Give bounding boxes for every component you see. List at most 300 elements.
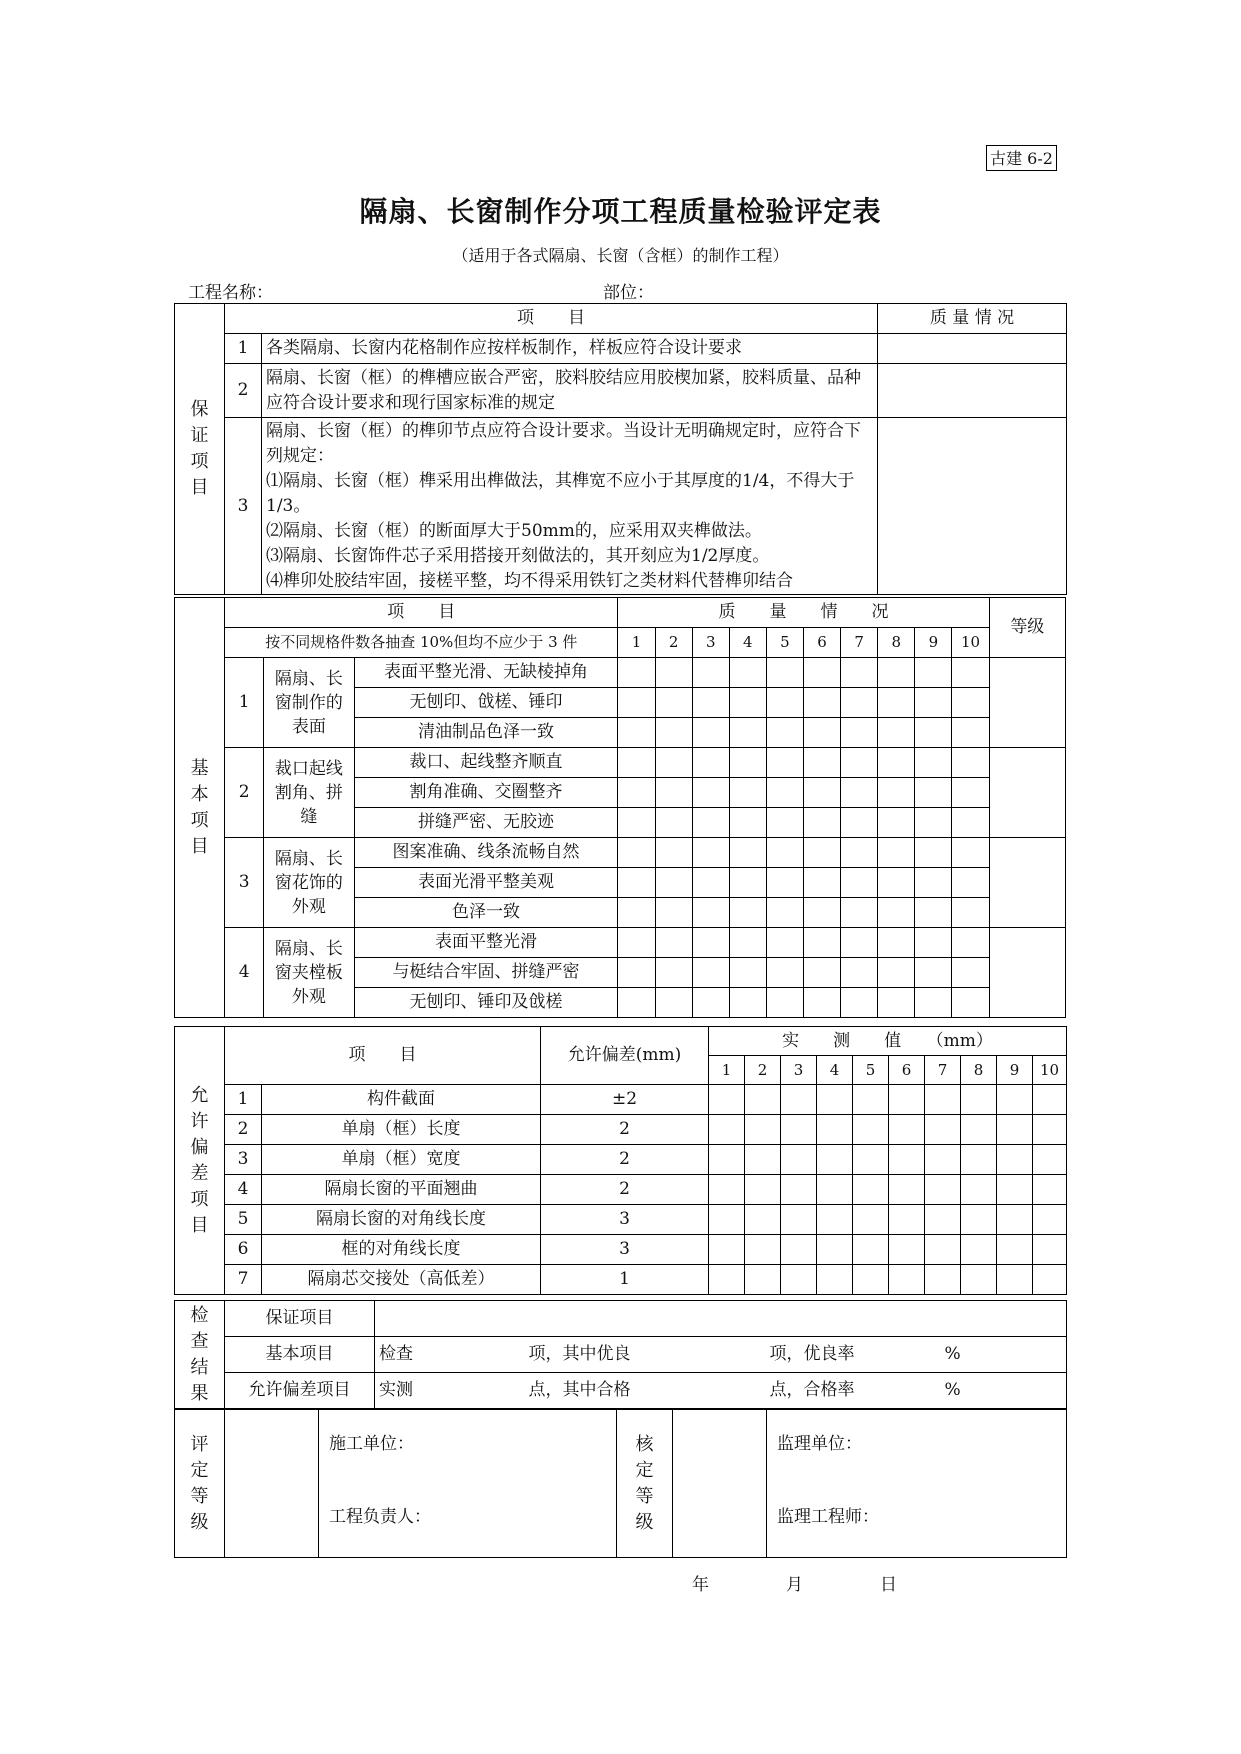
quality-check-cell[interactable] <box>766 928 803 958</box>
tolerance-row-no: 3 <box>225 1145 262 1175</box>
quality-check-cell[interactable] <box>729 778 766 808</box>
sample-number: 2 <box>655 628 692 658</box>
quality-check-cell[interactable] <box>915 958 952 988</box>
measured-value-cell[interactable] <box>745 1145 781 1175</box>
measure-number: 8 <box>961 1056 997 1085</box>
sample-number: 1 <box>618 628 655 658</box>
check-basic-a: 检查 <box>375 1337 525 1373</box>
measured-value-cell[interactable] <box>781 1205 817 1235</box>
check-row-tolerance: 允许偏差项目 <box>225 1373 375 1409</box>
date-day: 日 <box>880 1575 897 1595</box>
quality-check-cell[interactable] <box>878 868 915 898</box>
guarantee-row-text <box>262 418 878 595</box>
date-month: 月 <box>786 1575 803 1595</box>
quality-check-cell[interactable] <box>692 958 729 988</box>
quality-check-cell[interactable] <box>729 868 766 898</box>
quality-check-cell[interactable] <box>618 988 655 1018</box>
quality-check-cell[interactable] <box>952 988 989 1018</box>
quality-check-cell[interactable] <box>618 808 655 838</box>
quality-check-cell[interactable] <box>915 898 952 928</box>
measured-value-cell[interactable] <box>925 1115 961 1145</box>
quality-check-cell[interactable] <box>915 778 952 808</box>
quality-check-cell[interactable] <box>692 688 729 718</box>
supervision-engineer-label: 监理工程师： <box>777 1507 879 1527</box>
quality-check-cell[interactable] <box>729 808 766 838</box>
quality-check-cell[interactable] <box>618 838 655 868</box>
quality-check-cell[interactable] <box>729 688 766 718</box>
basic-section-label: 基本项目 <box>175 598 225 1018</box>
verify-label: 核定等级 <box>617 1410 673 1558</box>
basic-item: 无刨印、锤印及戗槎 <box>354 988 618 1018</box>
quality-check-cell[interactable] <box>618 718 655 748</box>
measured-value-cell[interactable] <box>853 1085 889 1115</box>
guarantee-row-no: 2 <box>225 364 262 418</box>
quality-check-cell[interactable] <box>655 658 692 688</box>
measured-value-cell[interactable] <box>781 1085 817 1115</box>
basic-item: 无刨印、戗槎、锤印 <box>354 688 618 718</box>
measured-value-cell[interactable] <box>709 1235 745 1265</box>
measured-value-cell[interactable] <box>961 1145 997 1175</box>
measured-value-cell[interactable] <box>853 1205 889 1235</box>
measured-value-cell[interactable] <box>853 1265 889 1295</box>
check-basic-d: % <box>925 1337 1067 1373</box>
guarantee-table <box>174 303 1067 595</box>
basic-group-no: 1 <box>225 658 264 748</box>
measured-value-cell[interactable] <box>853 1115 889 1145</box>
measured-value-cell[interactable] <box>745 1205 781 1235</box>
tolerance-header-item: 项 目 <box>225 1027 541 1085</box>
measured-value-cell[interactable] <box>745 1085 781 1115</box>
measured-value-cell[interactable] <box>1033 1115 1067 1145</box>
quality-check-cell[interactable] <box>729 838 766 868</box>
quality-check-cell[interactable] <box>803 928 840 958</box>
sample-number: 3 <box>692 628 729 658</box>
quality-cell[interactable] <box>878 334 1067 364</box>
quality-check-cell[interactable] <box>692 988 729 1018</box>
guarantee-header-item: 项 目 <box>225 304 878 334</box>
measured-value-cell[interactable] <box>961 1175 997 1205</box>
quality-check-cell[interactable] <box>915 748 952 778</box>
measured-value-cell[interactable] <box>709 1145 745 1175</box>
tolerance-row-value: 2 <box>541 1145 709 1175</box>
measured-value-cell[interactable] <box>925 1145 961 1175</box>
quality-check-cell[interactable] <box>766 988 803 1018</box>
quality-check-cell[interactable] <box>952 718 989 748</box>
tolerance-row-value: 2 <box>541 1175 709 1205</box>
guarantee-line: ⑷榫卯处胶结牢固，接槎平整，均不得采用铁钉之类材料代替榫卯结合 <box>266 570 793 591</box>
quality-check-cell[interactable] <box>915 718 952 748</box>
quality-check-cell[interactable] <box>952 868 989 898</box>
quality-check-cell[interactable] <box>655 958 692 988</box>
tolerance-row-no: 6 <box>225 1235 262 1265</box>
quality-check-cell[interactable] <box>729 988 766 1018</box>
quality-check-cell[interactable] <box>618 778 655 808</box>
tolerance-section-label: 允许偏差项目 <box>175 1027 225 1295</box>
measured-value-cell[interactable] <box>817 1085 853 1115</box>
measured-value-cell[interactable] <box>925 1235 961 1265</box>
measured-value-cell[interactable] <box>889 1115 925 1145</box>
measured-value-cell[interactable] <box>1033 1145 1067 1175</box>
measured-value-cell[interactable] <box>997 1175 1033 1205</box>
tolerance-row-value: 3 <box>541 1205 709 1235</box>
basic-group-no: 3 <box>225 838 264 928</box>
tolerance-row-name: 隔扇芯交接处（高低差） <box>262 1265 541 1295</box>
quality-check-cell[interactable] <box>803 868 840 898</box>
basic-header-item: 项 目 <box>225 598 618 628</box>
quality-cell[interactable] <box>878 418 1067 595</box>
measure-number: 3 <box>781 1056 817 1085</box>
guarantee-row-no: 1 <box>225 334 262 364</box>
quality-check-cell[interactable] <box>655 748 692 778</box>
measured-value-cell[interactable] <box>997 1145 1033 1175</box>
measured-value-cell[interactable] <box>925 1175 961 1205</box>
measured-value-cell[interactable] <box>997 1115 1033 1145</box>
guarantee-row-no: 3 <box>225 418 262 595</box>
basic-item: 表面平整光滑、无缺棱掉角 <box>354 658 618 688</box>
measured-value-cell[interactable] <box>817 1235 853 1265</box>
measured-value-cell[interactable] <box>853 1175 889 1205</box>
tolerance-row-no: 5 <box>225 1205 262 1235</box>
quality-check-cell[interactable] <box>952 748 989 778</box>
quality-check-cell[interactable] <box>618 928 655 958</box>
measured-value-cell[interactable] <box>889 1205 925 1235</box>
measure-number: 10 <box>1033 1056 1067 1085</box>
measured-value-cell[interactable] <box>709 1205 745 1235</box>
quality-check-cell[interactable] <box>766 748 803 778</box>
quality-check-cell[interactable] <box>655 838 692 868</box>
basic-sampling-note: 按不同规格件数各抽查 10%但均不应少于 3 件 <box>225 628 618 658</box>
basic-group-no: 2 <box>225 748 264 838</box>
form-subtitle: （适用于各式隔扇、长窗（含框）的制作工程） <box>452 246 789 265</box>
measured-value-cell[interactable] <box>961 1265 997 1295</box>
grade-cell[interactable] <box>989 838 1065 928</box>
quality-check-cell[interactable] <box>952 808 989 838</box>
guarantee-section-label: 保证项目 <box>175 304 225 595</box>
tolerance-row-value: ±2 <box>541 1085 709 1115</box>
rating-grade-cell[interactable] <box>225 1410 319 1558</box>
quality-check-cell[interactable] <box>655 898 692 928</box>
quality-check-cell[interactable] <box>692 778 729 808</box>
quality-check-cell[interactable] <box>618 688 655 718</box>
measured-value-cell[interactable] <box>1033 1175 1067 1205</box>
basic-item: 表面光滑平整美观 <box>354 868 618 898</box>
basic-header-quality: 质 量 情 况 <box>618 598 989 628</box>
quality-check-cell[interactable] <box>878 718 915 748</box>
quality-check-cell[interactable] <box>841 808 878 838</box>
quality-check-cell[interactable] <box>878 658 915 688</box>
quality-check-cell[interactable] <box>766 688 803 718</box>
quality-check-cell[interactable] <box>841 928 878 958</box>
guarantee-header-quality: 质 量 情 况 <box>878 304 1067 334</box>
measure-number: 6 <box>889 1056 925 1085</box>
verify-grade-cell[interactable] <box>673 1410 767 1558</box>
measured-value-cell[interactable] <box>781 1265 817 1295</box>
check-tol-b: 点，其中合格 <box>525 1373 725 1409</box>
measured-value-cell[interactable] <box>925 1205 961 1235</box>
quality-check-cell[interactable] <box>618 958 655 988</box>
guarantee-row-text: 各类隔扇、长窗内花格制作应按样板制作，样板应符合设计要求 <box>262 334 878 364</box>
quality-check-cell[interactable] <box>803 988 840 1018</box>
measure-number: 1 <box>709 1056 745 1085</box>
quality-check-cell[interactable] <box>692 658 729 688</box>
sample-number: 10 <box>952 628 989 658</box>
quality-check-cell[interactable] <box>915 868 952 898</box>
measured-value-cell[interactable] <box>961 1115 997 1145</box>
measured-value-cell[interactable] <box>1033 1235 1067 1265</box>
quality-check-cell[interactable] <box>729 658 766 688</box>
quality-check-cell[interactable] <box>841 868 878 898</box>
quality-check-cell[interactable] <box>655 928 692 958</box>
quality-check-cell[interactable] <box>692 718 729 748</box>
quality-check-cell[interactable] <box>878 988 915 1018</box>
quality-check-cell[interactable] <box>841 718 878 748</box>
quality-check-cell[interactable] <box>618 868 655 898</box>
quality-check-cell[interactable] <box>952 658 989 688</box>
quality-check-cell[interactable] <box>803 718 840 748</box>
quality-check-cell[interactable] <box>766 808 803 838</box>
quality-check-cell[interactable] <box>841 748 878 778</box>
basic-item: 与梃结合牢固、拼缝严密 <box>354 958 618 988</box>
measured-value-cell[interactable] <box>817 1175 853 1205</box>
measured-value-cell[interactable] <box>889 1265 925 1295</box>
measured-value-cell[interactable] <box>925 1085 961 1115</box>
quality-check-cell[interactable] <box>766 868 803 898</box>
measured-value-cell[interactable] <box>889 1085 925 1115</box>
quality-check-cell[interactable] <box>766 838 803 868</box>
tolerance-row-no: 4 <box>225 1175 262 1205</box>
measured-value-cell[interactable] <box>997 1205 1033 1235</box>
quality-check-cell[interactable] <box>841 658 878 688</box>
quality-check-cell[interactable] <box>803 748 840 778</box>
measured-value-cell[interactable] <box>961 1235 997 1265</box>
tolerance-row-name: 单扇（框）长度 <box>262 1115 541 1145</box>
quality-check-cell[interactable] <box>915 928 952 958</box>
basic-item: 拼缝严密、无胶迹 <box>354 808 618 838</box>
basic-item: 割角准确、交圈整齐 <box>354 778 618 808</box>
quality-check-cell[interactable] <box>655 718 692 748</box>
measured-value-cell[interactable] <box>817 1145 853 1175</box>
quality-check-cell[interactable] <box>878 688 915 718</box>
check-table <box>174 1300 1067 1409</box>
tolerance-row-name: 单扇（框）宽度 <box>262 1145 541 1175</box>
tolerance-row-value: 3 <box>541 1235 709 1265</box>
measure-number: 9 <box>997 1056 1033 1085</box>
quality-check-cell[interactable] <box>729 928 766 958</box>
quality-check-cell[interactable] <box>766 898 803 928</box>
basic-item: 表面平整光滑 <box>354 928 618 958</box>
measure-number: 2 <box>745 1056 781 1085</box>
measured-value-cell[interactable] <box>853 1235 889 1265</box>
measured-value-cell[interactable] <box>997 1235 1033 1265</box>
quality-check-cell[interactable] <box>692 898 729 928</box>
grade-cell[interactable] <box>989 928 1065 1018</box>
basic-group-name: 隔扇、长窗制作的表面 <box>264 658 354 748</box>
measured-value-cell[interactable] <box>745 1115 781 1145</box>
quality-check-cell[interactable] <box>952 778 989 808</box>
date-year: 年 <box>692 1575 709 1595</box>
rating-table <box>174 1409 1067 1558</box>
quality-check-cell[interactable] <box>915 838 952 868</box>
quality-check-cell[interactable] <box>878 898 915 928</box>
basic-table <box>174 597 1066 1018</box>
grade-cell[interactable] <box>989 748 1065 838</box>
quality-check-cell[interactable] <box>692 928 729 958</box>
quality-check-cell[interactable] <box>692 838 729 868</box>
quality-check-cell[interactable] <box>692 868 729 898</box>
measured-value-cell[interactable] <box>709 1265 745 1295</box>
guarantee-line: 隔扇、长窗（框）的榫卯节点应符合设计要求。当设计无明确规定时，应符合下列规定： <box>266 420 861 466</box>
measure-number: 4 <box>817 1056 853 1085</box>
supervision-unit-label: 监理单位： <box>777 1434 862 1454</box>
quality-check-cell[interactable] <box>766 718 803 748</box>
quality-check-cell[interactable] <box>618 748 655 778</box>
quality-check-cell[interactable] <box>915 688 952 718</box>
measured-value-cell[interactable] <box>997 1265 1033 1295</box>
quality-check-cell[interactable] <box>692 808 729 838</box>
project-manager-label: 工程负责人： <box>329 1507 431 1527</box>
measured-value-cell[interactable] <box>1033 1265 1067 1295</box>
quality-check-cell[interactable] <box>952 688 989 718</box>
measure-number: 5 <box>853 1056 889 1085</box>
quality-check-cell[interactable] <box>915 808 952 838</box>
quality-check-cell[interactable] <box>878 808 915 838</box>
quality-check-cell[interactable] <box>803 838 840 868</box>
sample-number: 6 <box>803 628 840 658</box>
quality-check-cell[interactable] <box>915 658 952 688</box>
measured-value-cell[interactable] <box>781 1235 817 1265</box>
quality-check-cell[interactable] <box>618 898 655 928</box>
supervision-block <box>767 1410 1067 1558</box>
quality-check-cell[interactable] <box>841 898 878 928</box>
quality-cell[interactable] <box>878 364 1067 418</box>
rating-section-label: 评定等级 <box>175 1410 225 1558</box>
measured-value-cell[interactable] <box>853 1145 889 1175</box>
quality-check-cell[interactable] <box>952 958 989 988</box>
quality-check-cell[interactable] <box>803 808 840 838</box>
basic-item: 清油制品色泽一致 <box>354 718 618 748</box>
quality-check-cell[interactable] <box>618 658 655 688</box>
construction-unit-label: 施工单位： <box>329 1434 414 1454</box>
quality-check-cell[interactable] <box>841 688 878 718</box>
guarantee-row-text: 隔扇、长窗（框）的榫槽应嵌合严密，胶料胶结应用胶楔加紧，胶料质量、品种应符合设计要求和现行国家标准的规定 <box>262 364 878 418</box>
tolerance-row-no: 1 <box>225 1085 262 1115</box>
measured-value-cell[interactable] <box>1033 1085 1067 1115</box>
check-row-basic: 基本项目 <box>225 1337 375 1373</box>
tolerance-header-allow: 允许偏差(mm) <box>541 1027 709 1085</box>
measured-value-cell[interactable] <box>889 1145 925 1175</box>
measured-value-cell[interactable] <box>709 1085 745 1115</box>
measured-value-cell[interactable] <box>745 1175 781 1205</box>
quality-check-cell[interactable] <box>878 928 915 958</box>
measured-value-cell[interactable] <box>817 1205 853 1235</box>
quality-check-cell[interactable] <box>692 748 729 778</box>
quality-check-cell[interactable] <box>803 898 840 928</box>
check-basic-b: 项，其中优良 <box>525 1337 725 1373</box>
measured-value-cell[interactable] <box>709 1115 745 1145</box>
check-row-guarantee: 保证项目 <box>225 1301 375 1337</box>
quality-check-cell[interactable] <box>878 748 915 778</box>
measured-value-cell[interactable] <box>781 1145 817 1175</box>
quality-check-cell[interactable] <box>803 778 840 808</box>
measured-value-cell[interactable] <box>817 1265 853 1295</box>
quality-check-cell[interactable] <box>841 838 878 868</box>
tolerance-row-name: 构件截面 <box>262 1085 541 1115</box>
measured-value-cell[interactable] <box>817 1115 853 1145</box>
measured-value-cell[interactable] <box>1033 1205 1067 1235</box>
basic-group-name: 裁口起线割角、拼缝 <box>264 748 354 838</box>
check-basic-c: 项，优良率 <box>725 1337 925 1373</box>
quality-check-cell[interactable] <box>655 868 692 898</box>
quality-check-cell[interactable] <box>655 808 692 838</box>
tolerance-row-name: 框的对角线长度 <box>262 1235 541 1265</box>
quality-check-cell[interactable] <box>729 748 766 778</box>
quality-check-cell[interactable] <box>878 778 915 808</box>
form-code: 古建 6-2 <box>986 145 1057 171</box>
measured-value-cell[interactable] <box>961 1085 997 1115</box>
guarantee-line: ⑵隔扇、长窗（框）的断面厚大于50mm的，应采用双夹榫做法。 <box>266 520 762 541</box>
measured-value-cell[interactable] <box>745 1265 781 1295</box>
measured-value-cell[interactable] <box>781 1115 817 1145</box>
quality-check-cell[interactable] <box>952 928 989 958</box>
check-guarantee-value[interactable] <box>375 1301 1067 1337</box>
sample-number: 5 <box>766 628 803 658</box>
quality-check-cell[interactable] <box>655 988 692 1018</box>
tolerance-row-no: 2 <box>225 1115 262 1145</box>
measured-value-cell[interactable] <box>889 1175 925 1205</box>
measure-number: 7 <box>925 1056 961 1085</box>
form-title: 隔扇、长窗制作分项工程质量检验评定表 <box>359 195 882 228</box>
basic-item: 色泽一致 <box>354 898 618 928</box>
quality-check-cell[interactable] <box>766 658 803 688</box>
measured-value-cell[interactable] <box>997 1085 1033 1115</box>
measured-value-cell[interactable] <box>709 1175 745 1205</box>
check-tol-d: % <box>925 1373 1067 1409</box>
tolerance-row-value: 1 <box>541 1265 709 1295</box>
measured-value-cell[interactable] <box>889 1235 925 1265</box>
quality-check-cell[interactable] <box>915 988 952 1018</box>
quality-check-cell[interactable] <box>729 898 766 928</box>
quality-check-cell[interactable] <box>803 958 840 988</box>
grade-cell[interactable] <box>989 658 1065 748</box>
quality-check-cell[interactable] <box>729 958 766 988</box>
project-name-label: 工程名称： <box>188 283 273 303</box>
quality-check-cell[interactable] <box>729 718 766 748</box>
quality-check-cell[interactable] <box>655 778 692 808</box>
quality-check-cell[interactable] <box>952 838 989 868</box>
quality-check-cell[interactable] <box>766 778 803 808</box>
quality-check-cell[interactable] <box>803 658 840 688</box>
quality-check-cell[interactable] <box>841 778 878 808</box>
quality-check-cell[interactable] <box>841 988 878 1018</box>
quality-check-cell[interactable] <box>803 688 840 718</box>
quality-check-cell[interactable] <box>766 958 803 988</box>
measured-value-cell[interactable] <box>925 1265 961 1295</box>
tolerance-row-name: 隔扇长窗的对角线长度 <box>262 1205 541 1235</box>
sample-number: 7 <box>841 628 878 658</box>
basic-item: 裁口、起线整齐顺直 <box>354 748 618 778</box>
measured-value-cell[interactable] <box>745 1235 781 1265</box>
basic-group-name: 隔扇、长窗夹樘板外观 <box>264 928 354 1018</box>
quality-check-cell[interactable] <box>841 958 878 988</box>
guarantee-line: ⑶隔扇、长窗饰件芯子采用搭接开刻做法的，其开刻应为1/2厚度。 <box>266 545 770 566</box>
measured-value-cell[interactable] <box>961 1205 997 1235</box>
quality-check-cell[interactable] <box>655 688 692 718</box>
measured-value-cell[interactable] <box>781 1175 817 1205</box>
quality-check-cell[interactable] <box>878 958 915 988</box>
quality-check-cell[interactable] <box>952 898 989 928</box>
tolerance-row-no: 7 <box>225 1265 262 1295</box>
quality-check-cell[interactable] <box>878 838 915 868</box>
